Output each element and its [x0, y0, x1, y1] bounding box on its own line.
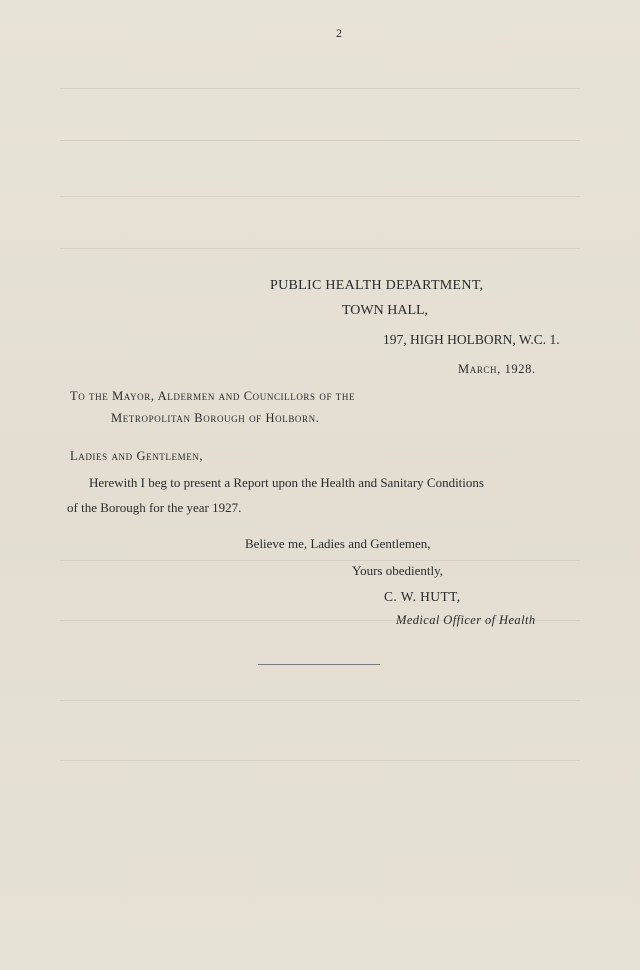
letter-date: March, 1928.	[458, 362, 536, 376]
address-line: 197, HIGH HOLBORN, W.C. 1.	[383, 332, 560, 347]
page-number: 2	[336, 26, 342, 40]
bleed-through-rule	[60, 560, 580, 561]
bleed-through-rule	[60, 248, 580, 249]
closing-line-1: Believe me, Ladies and Gentlemen,	[245, 536, 431, 551]
department-heading: PUBLIC HEALTH DEPARTMENT,	[270, 278, 484, 293]
body-line-2: of the Borough for the year 1927.	[67, 500, 242, 515]
divider-rule	[258, 664, 380, 665]
signature: C. W. HUTT,	[384, 589, 461, 604]
building-line: TOWN HALL,	[342, 303, 429, 318]
body-line-1: Herewith I beg to present a Report upon the Health and Sanitary Conditions	[89, 475, 484, 490]
addressee-line-1: To the Mayor, Aldermen and Councillors of the	[70, 389, 356, 403]
bleed-through-rule	[60, 88, 580, 89]
signatory-title: Medical Officer of Health	[396, 613, 536, 627]
salutation: Ladies and Gentlemen,	[70, 449, 204, 463]
bleed-through-rule	[60, 140, 580, 141]
bleed-through-rule	[60, 196, 580, 197]
bleed-through-rule	[60, 760, 580, 761]
addressee-line-2: Metropolitan Borough of Holborn.	[111, 411, 320, 425]
closing-line-2: Yours obediently,	[352, 563, 444, 578]
bleed-through-rule	[60, 700, 580, 701]
